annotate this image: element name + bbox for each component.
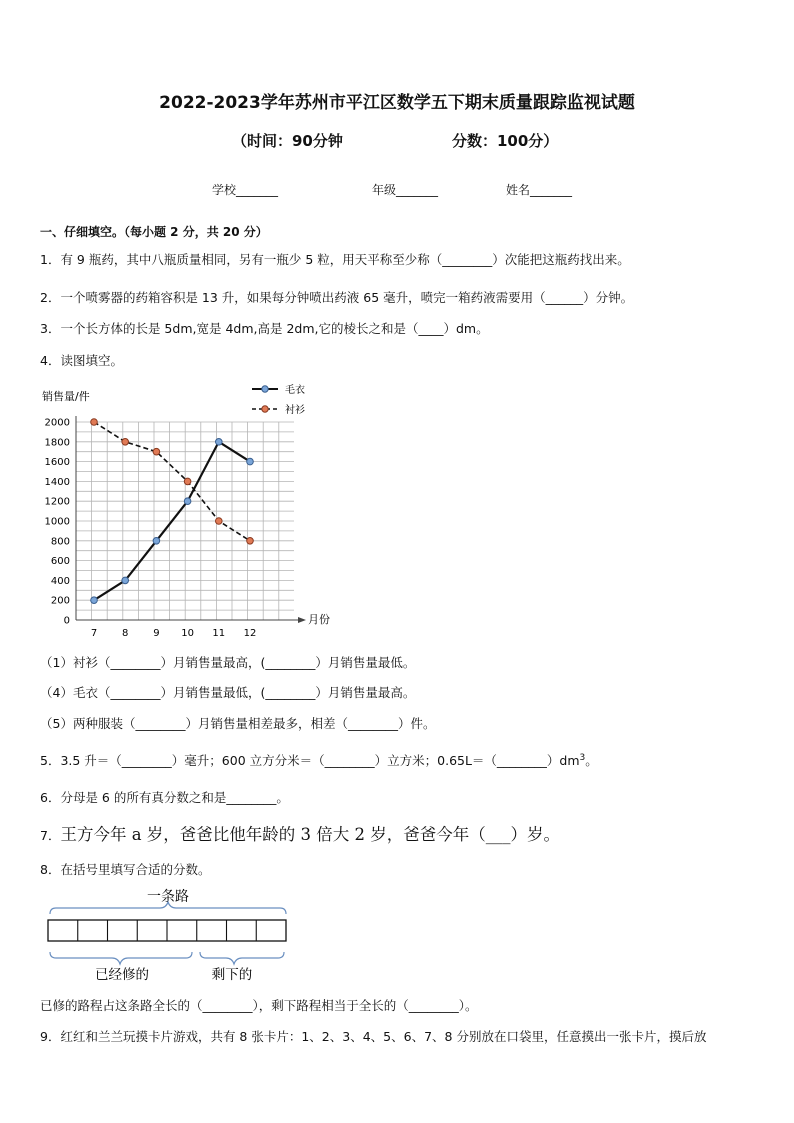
y-tick-label: 0	[63, 615, 70, 627]
grade-field: 年级_______	[372, 183, 439, 197]
legend-shirt-marker	[262, 406, 268, 412]
remaining-label: 剩下的	[211, 967, 253, 982]
question-3: 3．一个长方体的长是 5dm,宽是 4dm,高是 2dm,它的棱长之和是（____）dm。	[40, 321, 489, 336]
question-4: 4．读图填空。	[40, 353, 123, 368]
x-tick-label: 12	[243, 628, 257, 636]
shirt-data-point	[153, 448, 160, 455]
shirt-data-point	[122, 439, 129, 446]
sweater-data-point	[184, 498, 191, 505]
x-tick-label: 9	[153, 628, 160, 636]
shirt-data-point	[184, 478, 191, 485]
y-tick-label: 1600	[44, 457, 70, 469]
x-axis-arrow	[298, 617, 306, 623]
question-7	[40, 821, 560, 845]
question-7-text: 王方今年 a 岁，爸爸比他年龄的 3 倍大 2 岁，爸爸今年（___）岁。	[60, 825, 561, 844]
chart-axes	[76, 416, 306, 623]
question-5	[40, 751, 598, 769]
y-tick-label: 600	[50, 556, 70, 568]
x-tick-label: 7	[90, 628, 98, 636]
y-tick-label: 1200	[44, 496, 70, 508]
time-label: （时间：90分钟	[232, 132, 343, 150]
y-axis-label: 销售量/件	[42, 390, 90, 403]
question-8: 8．在括号里填写合适的分数。	[40, 862, 211, 877]
page-title: 2022-2023学年苏州市平江区数学五下期末质量跟踪监视试题	[159, 93, 635, 113]
shirt-data-point	[247, 538, 254, 545]
question-7-number: 7．	[40, 828, 61, 843]
question-1: 1．有 9 瓶药，其中八瓶质量相同，另有一瓶少 5 粒，用天平称至少称（________）次能把这瓶药找出来。	[40, 252, 630, 267]
question-6: 6．分母是 6 的所有真分数之和是________。	[40, 790, 289, 805]
road-segments	[78, 920, 257, 941]
y-tick-label: 1800	[44, 437, 70, 449]
question-8-answer: 已修的路程占这条路全长的（________），剩下路程相当于全长的（________）。	[40, 998, 478, 1013]
question-9: 9．红红和兰兰玩摸卡片游戏，共有 8 张卡片：1、2、3、4、5、6、7、8 分别放在口袋里，任意摸出一张卡片，摸后放	[40, 1029, 707, 1044]
remaining-brace	[200, 952, 284, 964]
section-heading: 一、仔细填空。（每小题 2 分，共 20 分）	[40, 225, 268, 239]
chart-legend	[252, 383, 305, 416]
y-tick-label: 200	[50, 595, 70, 607]
question-2: 2．一个喷雾器的药箱容积是 13 升，如果每分钟喷出药液 65 毫升，喷完一箱药液需要用（______）分钟。	[40, 290, 634, 305]
question-4-1: （1）衬衫（________）月销售量最高，(________）月销售量最低。	[40, 655, 416, 670]
legend-shirt-label: 衬衫	[285, 405, 305, 416]
question-4-5: （5）两种服装（________）月销售量相差最多，相差（________）件。	[40, 716, 436, 731]
y-tick-label: 1000	[44, 516, 70, 528]
question-5-superscript: 3	[579, 752, 586, 763]
legend-sweater-label: 毛衣	[285, 385, 305, 396]
sweater-data-point	[91, 597, 98, 604]
road-diagram	[40, 882, 300, 982]
sweater-data-point	[247, 458, 254, 465]
repaired-brace	[50, 952, 192, 964]
y-tick-label: 800	[50, 536, 70, 548]
y-tick-label: 400	[50, 575, 70, 587]
x-axis-label: 月份	[308, 613, 330, 626]
sales-line-chart	[30, 378, 350, 636]
x-tick-label: 8	[122, 628, 129, 636]
school-field: 学校_______	[212, 183, 279, 197]
legend-sweater-marker	[262, 386, 268, 392]
score-label: 分数：100分）	[452, 132, 559, 150]
question-5-text: 5．3.5 升＝（________）毫升；600 立方分米＝（________）立方米；0.65L＝（________）dm	[40, 753, 580, 768]
road-total-label: 一条路	[147, 889, 189, 905]
y-tick-label: 1400	[44, 476, 70, 488]
x-tick-label: 11	[212, 628, 226, 636]
repaired-label: 已经修的	[95, 967, 149, 982]
question-4-4: （4）毛衣（________）月销售量最低，(________）月销售量最高。	[40, 685, 416, 700]
name-field: 姓名_______	[506, 183, 573, 197]
sweater-data-point	[216, 439, 223, 446]
sweater-data-point	[122, 577, 129, 584]
y-tick-label: 2000	[44, 417, 70, 429]
question-5-end: 。	[585, 753, 598, 768]
x-tick-label: 10	[181, 628, 194, 636]
shirt-data-point	[91, 419, 98, 426]
shirt-data-point	[216, 518, 223, 525]
sweater-data-point	[153, 538, 160, 545]
